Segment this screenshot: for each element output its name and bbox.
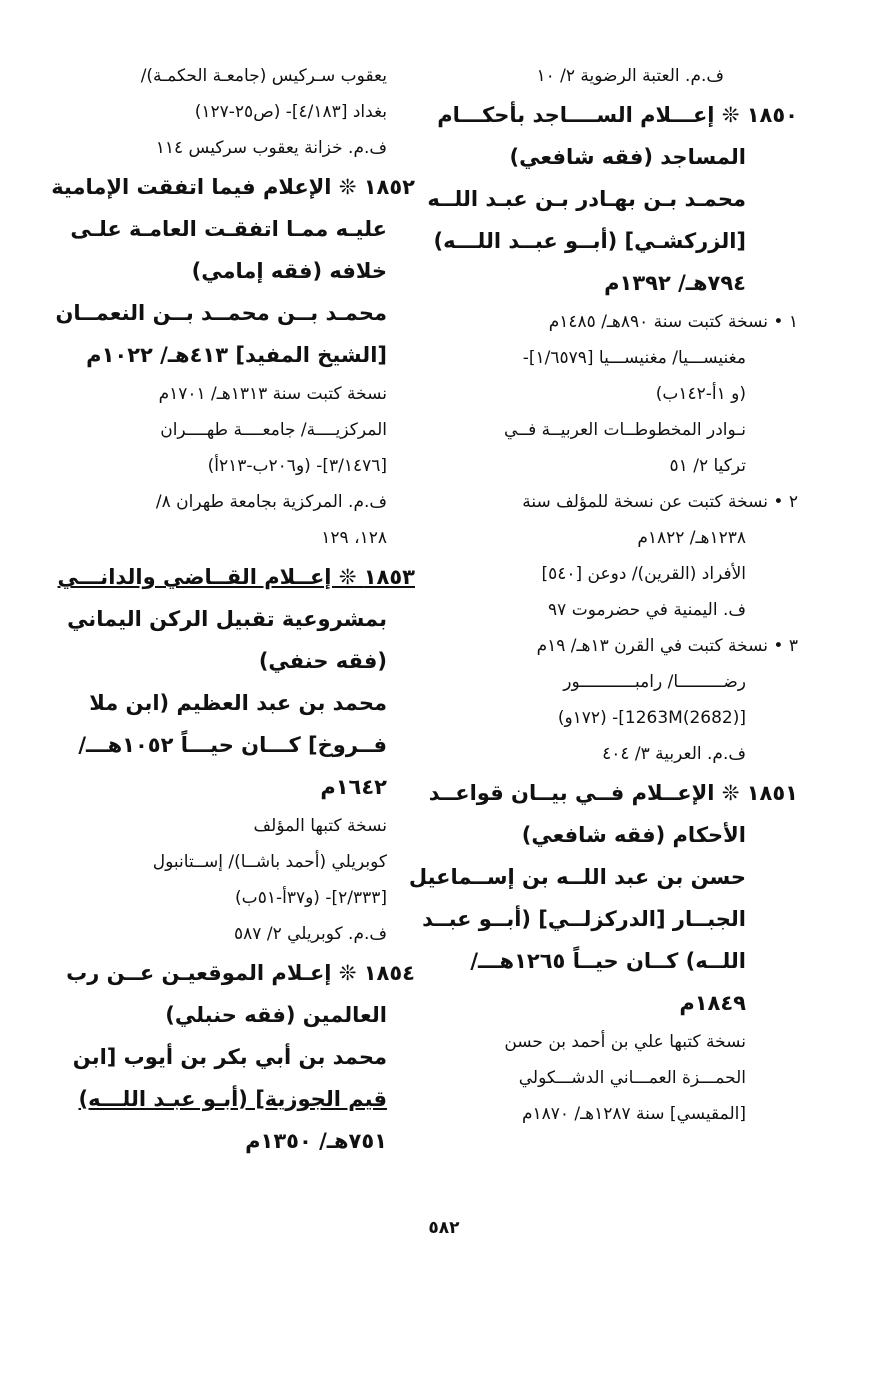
left-column-line: خلافه (فقه إمامي) bbox=[191, 259, 387, 283]
left-column-line: [٣/١٤٧٦]- (و٢٠٦ب-٢١٣أ) bbox=[207, 456, 387, 476]
right-column-line: نـوادر المخطوطــات العربيــة فــي bbox=[504, 420, 746, 440]
right-column-line: حسن بن عبد اللــه بن إســماعيل bbox=[408, 865, 746, 889]
right-column-line: (و ١أ-١٤٢ب) bbox=[655, 384, 746, 404]
left-column-line: نسخة كتبها المؤلف bbox=[253, 816, 387, 836]
left-column-line: بغداد [٤/١٨٣]- (ص٢٥-١٢٧) bbox=[194, 102, 387, 122]
left-column-line: كوبريلي (أحمد باشــا)/ إســتانبول bbox=[152, 852, 387, 872]
right-column-line: الأفراد (القرين)/ دوعن [٥٤٠] bbox=[541, 564, 746, 584]
left-column bbox=[51, 58, 415, 1162]
right-column-line: ف.م. العربية ٣/ ٤٠٤ bbox=[602, 744, 746, 764]
left-column-line: المركزيــــة/ جامعــــة طهــــران bbox=[160, 420, 387, 440]
right-column-line: ف.م. العتبة الرضوية ٢/ ١٠ bbox=[536, 66, 724, 86]
right-column-line: ١٢٣٨هـ/ ١٨٢٢م bbox=[637, 528, 746, 548]
right-column-line: نسخة كتبها علي بن أحمد بن حسن bbox=[504, 1032, 746, 1052]
left-column-line: محمد بن عبد العظيم (ابن ملا bbox=[89, 691, 387, 715]
left-column-line: ١٨٥٤ ❊ إعـلام الموقعيـن عــن رب bbox=[66, 961, 415, 985]
right-column-line: الأحكام (فقه شافعي) bbox=[521, 823, 746, 847]
left-column-line: محمد بن أبي بكر بن أيوب [ابن bbox=[72, 1045, 387, 1069]
right-column-line: ٧٩٤هـ/ ١٣٩٢م bbox=[604, 271, 746, 295]
right-column-line: ٣ • نسخة كتبت في القرن ١٣هـ/ ١٩م bbox=[536, 636, 798, 656]
right-column-line: ١٨٤٩م bbox=[679, 991, 746, 1015]
left-column-line: [الشيخ المفيد] ٤١٣هـ/ ١٠٢٢م bbox=[86, 343, 387, 367]
left-column-line: ١٨٥٣ ❊ إعــلام القــاضي والدانـــي bbox=[57, 565, 415, 589]
left-column-line: ١٢٨، ١٢٩ bbox=[321, 528, 387, 548]
left-column-line: ١٨٥٢ ❊ الإعلام فيما اتفقت الإمامية bbox=[51, 175, 415, 199]
right-column-line: الحمـــزة العمـــاني الدشـــكولي bbox=[518, 1068, 746, 1088]
right-column-line: تركيا ٢/ ٥١ bbox=[669, 456, 746, 476]
left-column-line: العالمين (فقه حنبلي) bbox=[165, 1003, 387, 1027]
left-column-line: عليـه ممـا اتفقـت العامـة علـى bbox=[70, 217, 387, 241]
right-column-line: [المقيسي] سنة ١٢٨٧هـ/ ١٨٧٠م bbox=[521, 1104, 746, 1124]
left-column-line: ف.م. كوبريلي ٢/ ٥٨٧ bbox=[234, 924, 387, 944]
right-column-line: الجبــار [الدركزلــي] (أبــو عبــد bbox=[422, 907, 746, 931]
right-column-line: [(2682)1263M]- (١٧٢و) bbox=[557, 708, 746, 728]
right-column-line: المساجد (فقه شافعي) bbox=[509, 145, 746, 169]
right-column-line: ف. اليمنية في حضرموت ٩٧ bbox=[548, 600, 746, 620]
right-column-line: رضـــــــــا/ رامبـــــــــــور bbox=[563, 672, 746, 692]
left-column-line: فــروخ] كـــان حيـــاً ١٠٥٢هـــ/ bbox=[78, 733, 387, 757]
left-column-line: [٢/٣٣٣]- (و٣٧أ-٥١ب) bbox=[235, 888, 387, 908]
left-column-line: ف.م. خزانة يعقوب سركيس ١١٤ bbox=[155, 138, 387, 158]
right-column-line: ١٨٥١ ❊ الإعــلام فــي بيــان قواعــد bbox=[428, 781, 798, 805]
right-column-line: ١ • نسخة كتبت سنة ٨٩٠هـ/ ١٤٨٥م bbox=[548, 312, 798, 332]
page-number: ٥٨٢ bbox=[428, 1218, 460, 1238]
right-column bbox=[408, 58, 798, 1132]
left-column-line: بمشروعية تقبيل الركن اليماني bbox=[67, 607, 387, 631]
left-column-line: ٧٥١هـ/ ١٣٥٠م bbox=[245, 1129, 387, 1153]
left-column-line: ف.م. المركزية بجامعة طهران ٨/ bbox=[155, 492, 387, 512]
right-column-line: محمـد بـن بهـادر بـن عبـد اللــه bbox=[427, 187, 746, 211]
right-column-line: اللــه) كــان حيــاً ١٢٦٥هـــ/ bbox=[470, 949, 746, 973]
left-column-line: نسخة كتبت سنة ١٣١٣هـ/ ١٧٠١م bbox=[158, 384, 387, 404]
left-column-line: ١٦٤٢م bbox=[320, 775, 387, 799]
left-column-line: يعقوب سـركيس (جامعـة الحكمـة)/ bbox=[140, 66, 387, 86]
left-column-line: (فقه حنفي) bbox=[258, 649, 387, 673]
right-column-line: [الزركشـي] (أبــو عبــد اللـــه) bbox=[433, 229, 746, 253]
right-column-line: ٢ • نسخة كتبت عن نسخة للمؤلف سنة bbox=[522, 492, 798, 512]
right-column-line: ١٨٥٠ ❊ إعـــلام الســــاجد بأحكـــام bbox=[437, 103, 798, 127]
left-column-line: قيم الجوزية] (أبـو عبـد اللـــه) bbox=[78, 1087, 387, 1111]
left-column-line: محمـد بــن محمــد بــن النعمــان bbox=[55, 301, 387, 325]
right-column-line: مغنيســـيا/ مغنيســـيا [١/٦٥٧٩]- bbox=[522, 348, 746, 368]
